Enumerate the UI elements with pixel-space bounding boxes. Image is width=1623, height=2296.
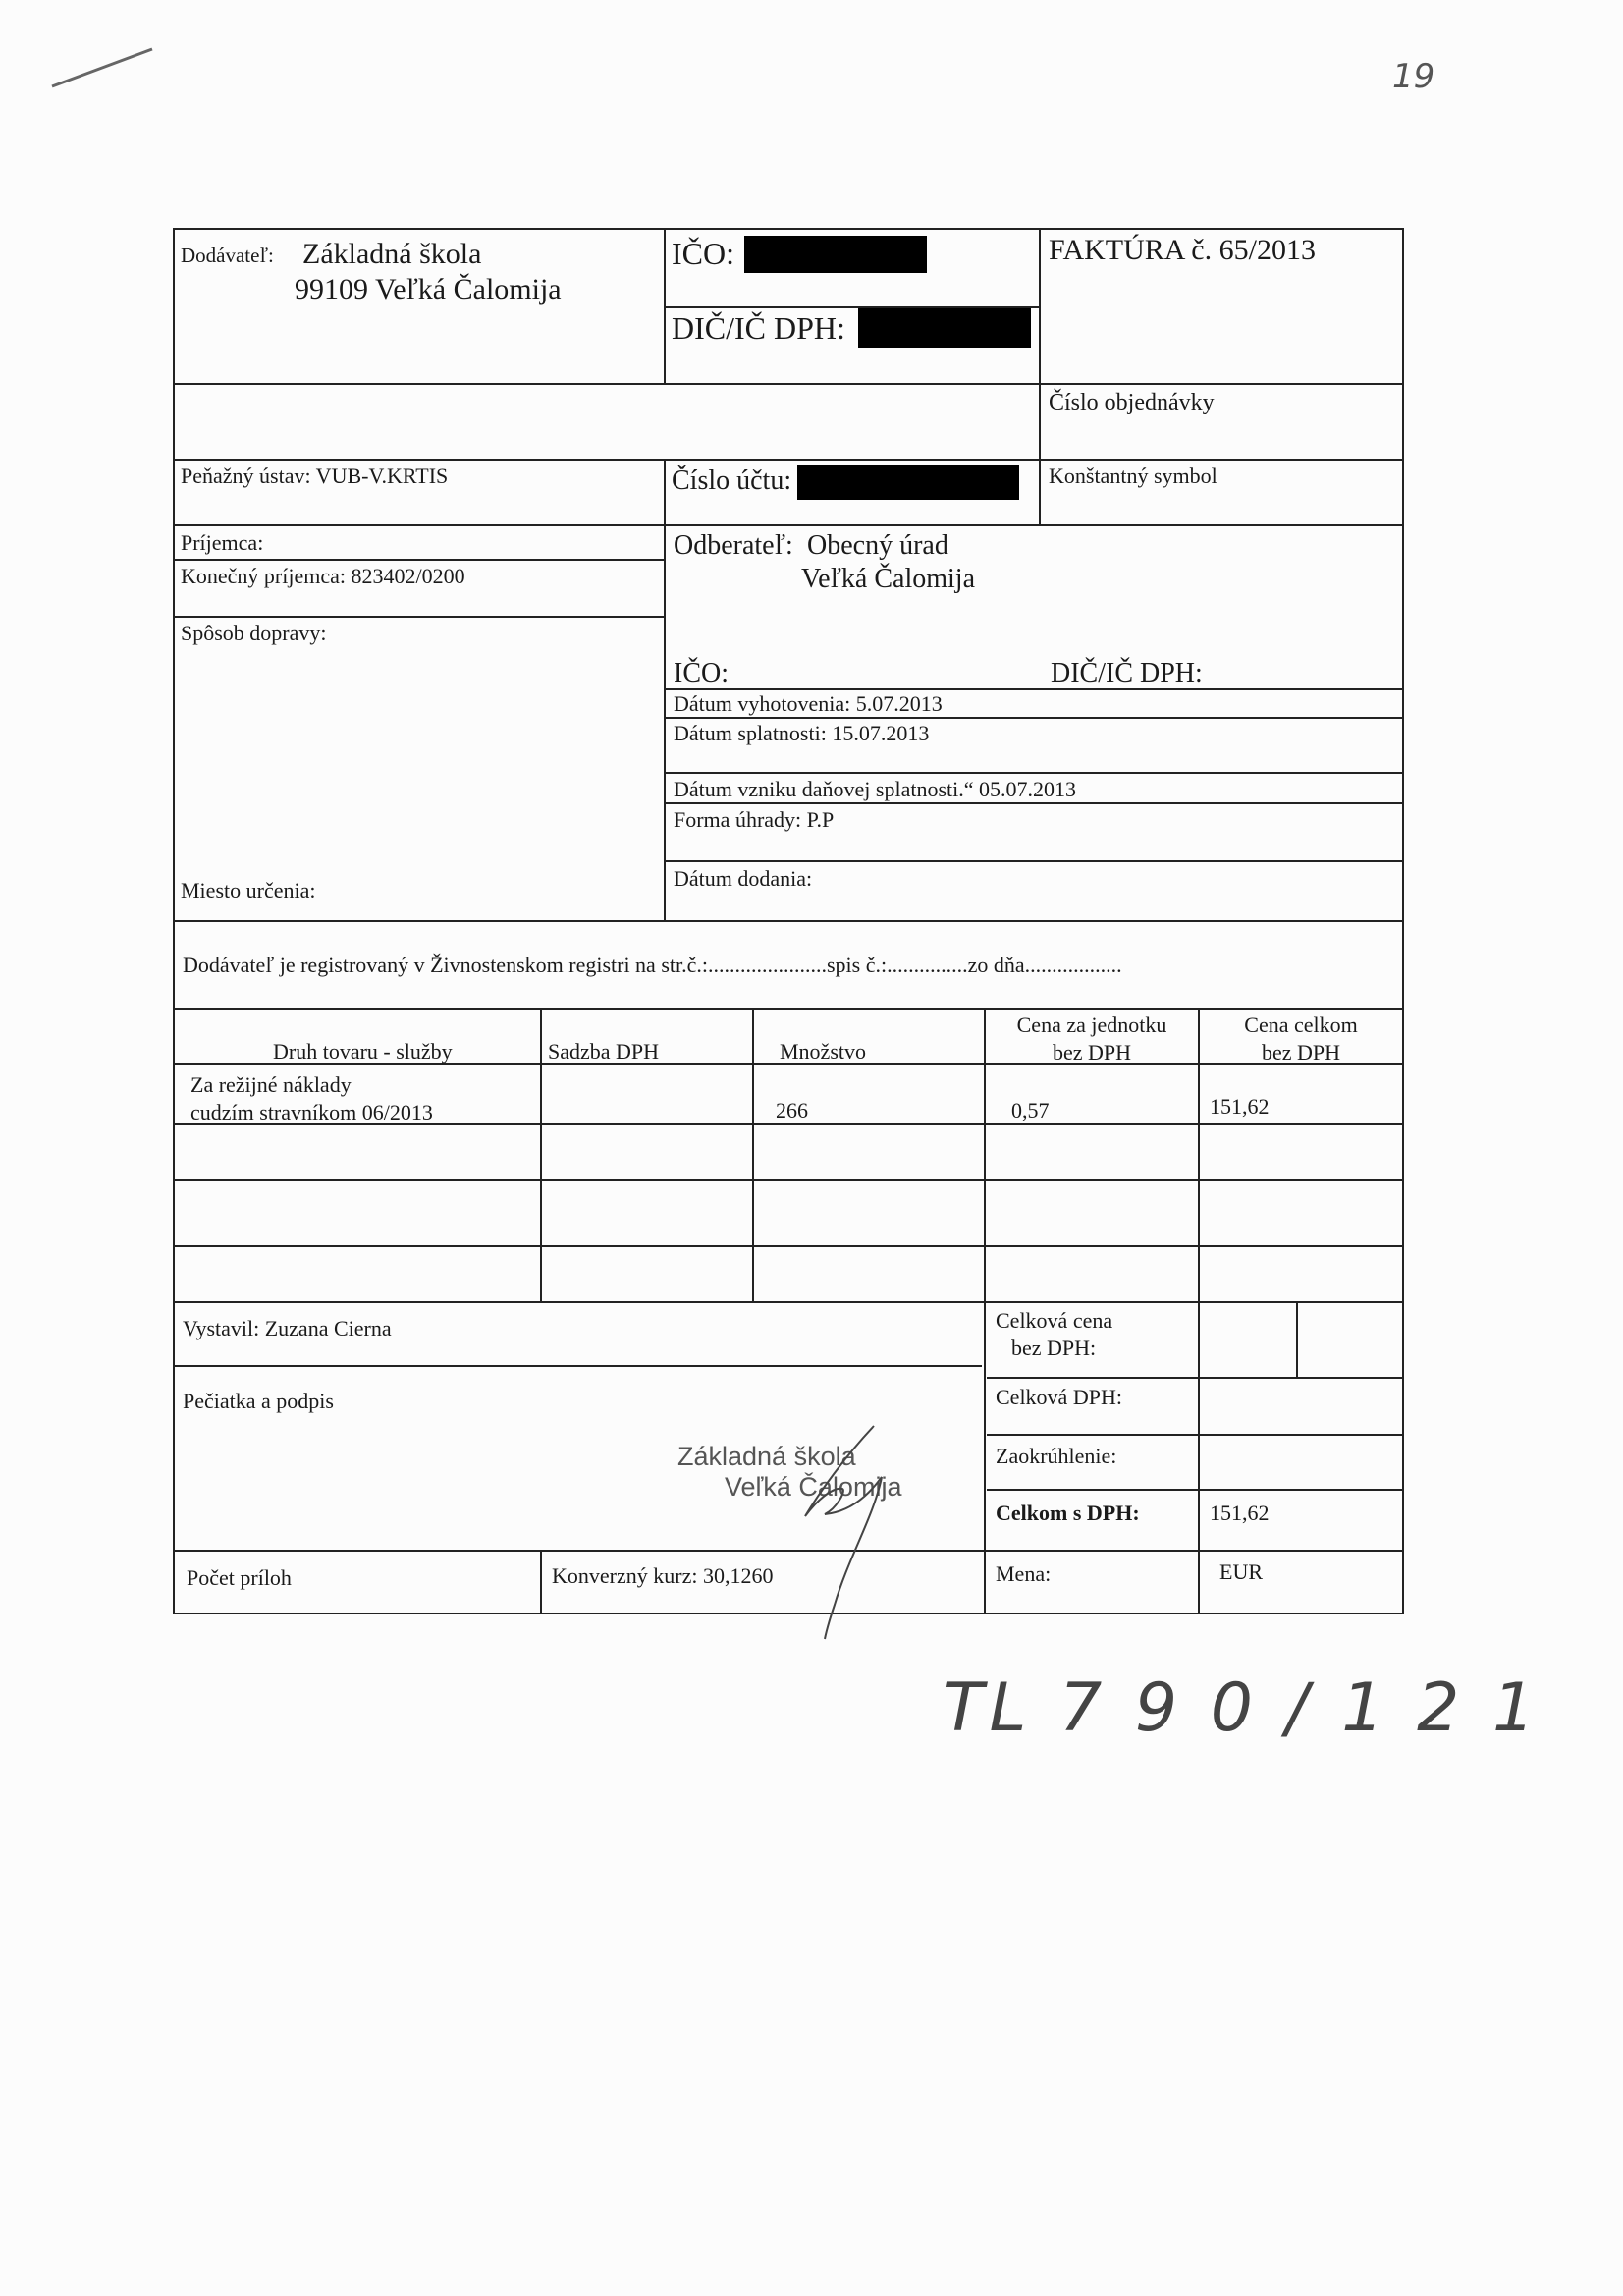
destination-label: Miesto určenia: [181,878,316,902]
bank-label: Peňažný ústav: VUB-V.KRTIS [181,464,449,488]
customer-label: Odberateľ: [674,530,793,561]
item-unit-price: 0,57 [1011,1098,1050,1122]
ico-redaction [744,236,927,273]
col-unit-price-line2: bez DPH [1052,1039,1132,1065]
rounding-label: Zaokrúhlenie: [996,1444,1117,1468]
col-vat-header: Sadzba DPH [548,1039,660,1064]
constant-symbol-label: Konštantný symbol [1049,464,1217,488]
customer-address: Veľká Čalomija [801,564,975,594]
item-desc-line2: cudzím stravníkom 06/2013 [190,1100,433,1124]
stamp-line1: Základná škola [677,1442,856,1471]
final-recipient-label: Konečný príjemca: 823402/0200 [181,564,465,588]
item-quantity: 266 [776,1098,808,1122]
stamp-label: Pečiatka a podpis [183,1389,334,1413]
attachments-label: Počet príloh [187,1565,292,1590]
customer-dic-label: DIČ/IČ DPH: [1051,658,1203,688]
col-unit-price-header [986,1011,1198,1066]
total-excl-vat-line2: bez DPH: [1011,1336,1097,1360]
currency-value: EUR [1219,1559,1263,1584]
delivery-date-label: Dátum dodania: [674,866,813,891]
col-quantity-header: Množstvo [780,1039,866,1064]
total-excl-vat-line1: Celková cena [996,1308,1113,1333]
recipient-label: Príjemca: [181,530,264,555]
pen-stroke-mark [49,39,157,93]
invoice-title: FAKTÚRA č. 65/2013 [1049,234,1316,266]
issue-date: Dátum vyhotovenia: 5.07.2013 [674,691,943,716]
dic-label: DIČ/IČ DPH: [672,310,845,346]
supplier-address: 99109 Veľká Čalomija [295,273,562,305]
handwritten-note: TL 7 9 0 / 1 2 1 [943,1669,1542,1747]
page-corner-mark: 19 [1392,57,1435,96]
total-incl-vat-label: Celkom s DPH: [996,1501,1140,1525]
supplier-name: Základná škola [302,238,482,270]
customer-ico-label: IČO: [674,658,729,688]
account-redaction [797,465,1019,500]
payment-form: Forma úhrady: P.P [674,807,835,832]
customer-name: Obecný úrad [807,530,948,561]
issued-by: Vystavil: Zuzana Cierna [183,1316,392,1340]
ico-label: IČO: [672,236,734,271]
dic-redaction [858,308,1031,348]
col-total-line1: Cena celkom [1244,1012,1358,1037]
registry-text: Dodávateľ je registrovaný v Živnostenskom registri na str.č.:......................spis č.:...............zo dňa.................. [183,953,1122,977]
tax-date: Dátum vzniku daňovej splatnosti.“ 05.07.2013 [674,777,1076,801]
exchange-rate: Konverzný kurz: 30,1260 [552,1563,774,1588]
total-vat-label: Celková DPH: [996,1385,1122,1409]
currency-label: Mena: [996,1561,1052,1586]
supplier-label: Dodávateľ: [181,244,274,267]
col-item-header: Druh tovaru - služby [273,1039,453,1064]
item-total: 151,62 [1210,1094,1270,1119]
item-desc-line1: Za režijné náklady [190,1072,352,1097]
order-number-label: Číslo objednávky [1049,390,1215,415]
signature-icon [727,1418,893,1644]
col-unit-price-line1: Cena za jednotku [1016,1012,1167,1037]
col-total-header [1200,1011,1402,1066]
account-label: Číslo účtu: [672,465,792,496]
transport-label: Spôsob dopravy: [181,621,327,645]
total-incl-vat-value: 151,62 [1210,1501,1270,1525]
col-total-line2: bez DPH [1261,1039,1341,1065]
due-date: Dátum splatnosti: 15.07.2013 [674,721,930,745]
stamp-line2: Veľká Čalomija [725,1472,902,1503]
